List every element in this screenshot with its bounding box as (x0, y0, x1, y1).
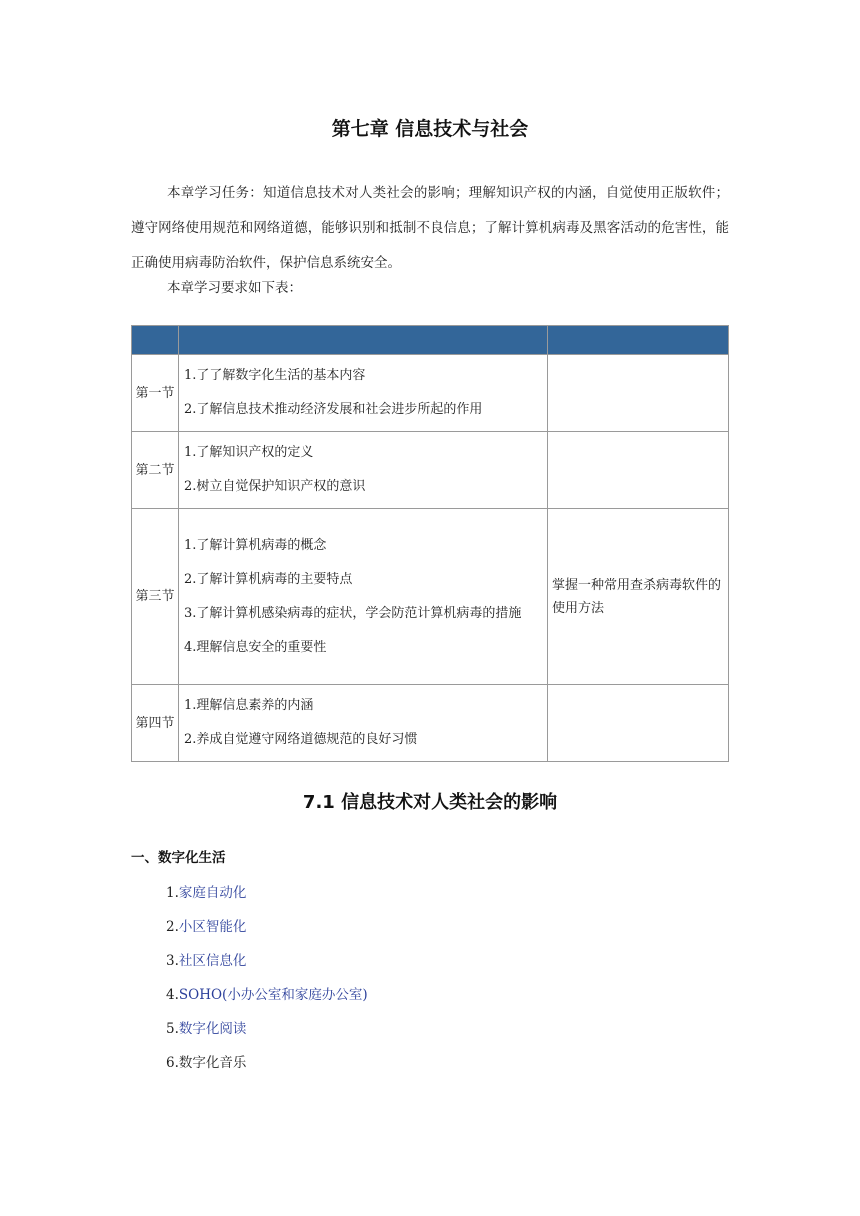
goal-item: 4.理解信息安全的重要性 (184, 639, 327, 655)
list-item (166, 1012, 368, 1046)
note-cell (548, 355, 729, 432)
section-cell (132, 432, 179, 509)
item-link[interactable]: SOHO(小办公室和家庭办公室) (178, 987, 368, 1003)
table-header-row (132, 326, 729, 355)
table-row (132, 432, 729, 509)
item-number: 4. (166, 987, 179, 1003)
section-label: 第三节 (135, 589, 175, 604)
section-label: 第一节 (135, 385, 175, 401)
table-row (132, 509, 729, 685)
section-cell (132, 509, 179, 685)
goals-cell (179, 509, 548, 685)
goal-item: 2.了解信息技术推动经济发展和社会进步所起的作用 (184, 402, 483, 417)
chapter-title: 第七章 信息技术与社会 (331, 118, 529, 140)
goal-item: 1.了解计算机病毒的概念 (184, 537, 327, 553)
table-header-cell (548, 326, 729, 355)
digital-life-list (166, 876, 368, 1080)
table-header-cell (179, 326, 548, 355)
chapter-task-paragraph: 本章学习任务：知道信息技术对人类社会的影响；理解知识产权的内涵，自觉使用正版软件；遵守网络使用规范和网络道德，能够识别和抵制不良信息；了解计算机病毒及黑客活动的危害性，能正确使用病毒防治软件，保护信息系统安全。 (131, 185, 729, 271)
goal-item: 2.树立自觉保护知识产权的意识 (184, 479, 366, 494)
requirements-table (131, 325, 729, 762)
item-number: 2. (166, 919, 179, 935)
goal-item: 1.了解知识产权的定义 (184, 445, 314, 460)
section-cell (132, 685, 179, 762)
item-number: 1. (166, 885, 179, 901)
section-label: 第四节 (135, 715, 175, 731)
goals-cell (179, 432, 548, 509)
subsection-title: 一、数字化生活 (131, 850, 226, 866)
goal-item: 1.理解信息素养的内涵 (184, 698, 314, 713)
list-item (166, 910, 368, 944)
item-number: 5. (166, 1021, 179, 1037)
note-cell (548, 432, 729, 509)
table-header-cell (132, 326, 179, 355)
list-item (166, 876, 368, 910)
list-item (166, 1046, 368, 1080)
goal-item: 2.养成自觉遵守网络道德规范的良好习惯 (184, 732, 418, 747)
goals-cell (179, 685, 548, 762)
list-item (166, 944, 368, 978)
goal-item: 1.了了解数字化生活的基本内容 (184, 368, 366, 383)
goal-item: 3.了解计算机感染病毒的症状，学会防范计算机病毒的措施 (184, 605, 522, 621)
item-link[interactable]: 家庭自动化 (178, 885, 247, 901)
item-number: 6. (166, 1055, 179, 1071)
table-row (132, 355, 729, 432)
section-title: 7.1 信息技术对人类社会的影响 (302, 792, 558, 813)
list-item (166, 978, 368, 1012)
goals-cell (179, 355, 548, 432)
table-intro-paragraph: 本章学习要求如下表： (167, 280, 302, 296)
item-link[interactable]: 社区信息化 (178, 953, 247, 969)
item-link[interactable]: 小区智能化 (178, 919, 247, 935)
note-cell (548, 685, 729, 762)
section-label: 第二节 (135, 462, 175, 478)
table-row (132, 685, 729, 762)
item-number: 3. (166, 953, 179, 969)
section-cell (132, 355, 179, 432)
goal-item: 2.了解计算机病毒的主要特点 (184, 571, 353, 587)
item-text: 数字化音乐 (178, 1055, 247, 1071)
item-link[interactable]: 数字化阅读 (178, 1021, 247, 1037)
note-cell: 掌握一种常用查杀病毒软件的使用方法 (548, 509, 729, 685)
